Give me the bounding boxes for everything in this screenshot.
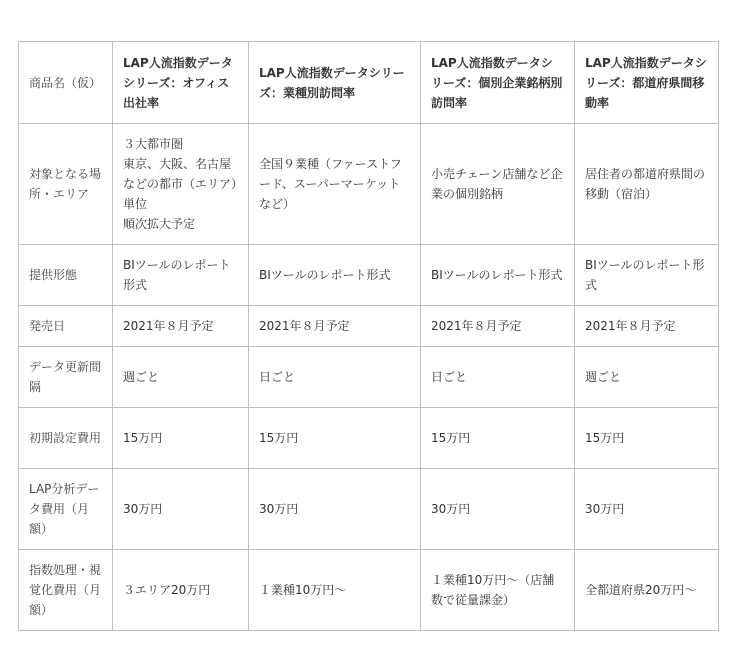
- table-cell: 15万円: [421, 408, 575, 469]
- table-cell: 全都道府県20万円～: [575, 550, 719, 631]
- header-cell-industry-visit: LAP人流指数データシリーズ：業種別訪問率: [249, 42, 421, 124]
- table-row: [19, 306, 719, 347]
- row-label: 指数処理・視覚化費用（月額）: [19, 550, 113, 631]
- row-label: LAP分析データ費用（月額）: [19, 469, 113, 550]
- table-cell: 15万円: [113, 408, 249, 469]
- header-cell-product-name: 商品名（仮）: [19, 42, 113, 124]
- table-cell: 2021年８月予定: [575, 306, 719, 347]
- table-cell: 15万円: [575, 408, 719, 469]
- header-cell-company-visit: LAP人流指数データシリーズ：個別企業銘柄別訪問率: [421, 42, 575, 124]
- table-cell: 全国９業種（ファーストフード、スーパーマーケットなど）: [249, 124, 421, 245]
- table-cell: 30万円: [575, 469, 719, 550]
- row-label: 発売日: [19, 306, 113, 347]
- table-cell: 30万円: [421, 469, 575, 550]
- header-cell-prefecture-movement: LAP人流指数データシリーズ：都道府県間移動率: [575, 42, 719, 124]
- table-cell: 30万円: [113, 469, 249, 550]
- table-row: [19, 469, 719, 550]
- row-label: 初期設定費用: [19, 408, 113, 469]
- table-cell: １業種10万円～（店舗数で従量課金）: [421, 550, 575, 631]
- table-cell: 週ごと: [575, 347, 719, 408]
- table-row: [19, 245, 719, 306]
- table-cell: ３エリア20万円: [113, 550, 249, 631]
- header-cell-office-attendance: LAP人流指数データシリーズ：オフィス出社率: [113, 42, 249, 124]
- table-cell: 2021年８月予定: [421, 306, 575, 347]
- table-row: [19, 347, 719, 408]
- table-row: [19, 550, 719, 631]
- row-label: 対象となる場所・エリア: [19, 124, 113, 245]
- table-cell: 居住者の都道府県間の移動（宿泊）: [575, 124, 719, 245]
- table-cell: BIツールのレポート形式: [421, 245, 575, 306]
- table-cell: 30万円: [249, 469, 421, 550]
- table-cell: BIツールのレポート形式: [249, 245, 421, 306]
- table-row: [19, 124, 719, 245]
- table-cell: ３大都市圏 東京、大阪、名古屋などの都市（エリア）単位 順次拡大予定: [113, 124, 249, 245]
- table-cell: 2021年８月予定: [113, 306, 249, 347]
- table-row: [19, 408, 719, 469]
- table-cell: 2021年８月予定: [249, 306, 421, 347]
- table-cell: BIツールのレポート形式: [575, 245, 719, 306]
- table-cell: 15万円: [249, 408, 421, 469]
- row-label: データ更新間隔: [19, 347, 113, 408]
- table-cell: 日ごと: [249, 347, 421, 408]
- row-label: 提供形態: [19, 245, 113, 306]
- table-cell: 小売チェーン店舗など企業の個別銘柄: [421, 124, 575, 245]
- table-cell: １業種10万円～: [249, 550, 421, 631]
- table-cell: 週ごと: [113, 347, 249, 408]
- table-cell: 日ごと: [421, 347, 575, 408]
- header-row: [19, 42, 719, 124]
- table-cell: BIツールのレポート形式: [113, 245, 249, 306]
- product-table: [18, 41, 719, 631]
